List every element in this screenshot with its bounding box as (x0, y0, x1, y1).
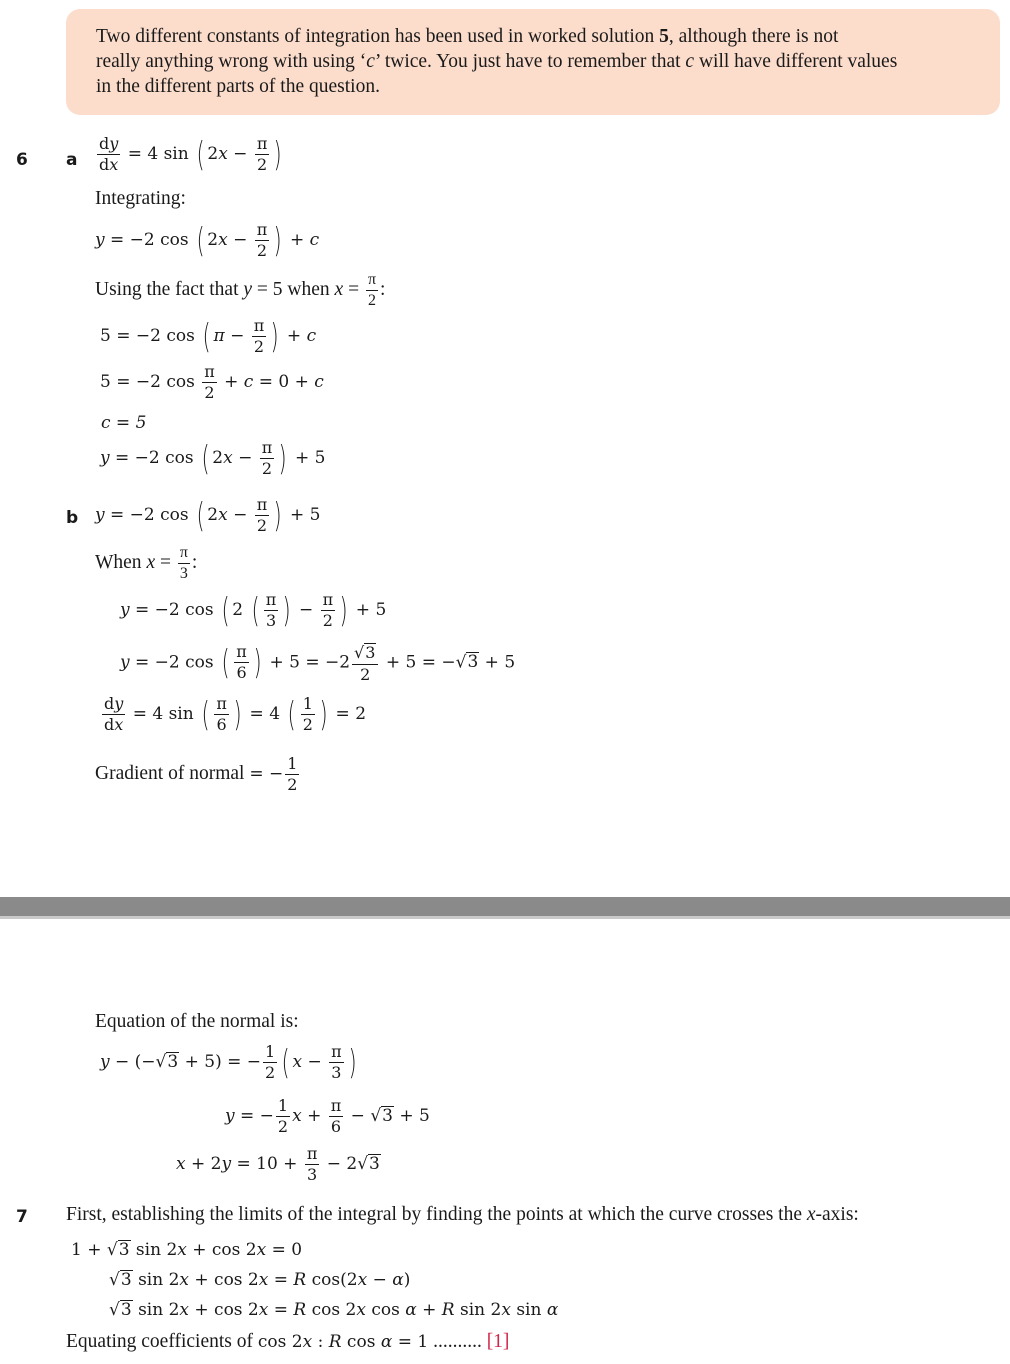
gradient-normal-text: Gradient of normal = − $\frac{1}{2}$ (95, 754, 298, 794)
page-divider (0, 897, 1010, 919)
when-x-text: When x = $\frac{\pi}{3}$ : (95, 544, 198, 582)
integrating-label: Integrating: (95, 188, 186, 209)
equation-normal-3: x + 2y = 10 + $\frac{\pi}{3}$ − 2√3 (176, 1144, 380, 1184)
equation-sub-2: 5 = −2 cos $\frac{\pi}{2}$ + c = 0 + c (100, 362, 324, 402)
equation-dydx-a: $\frac{dy}{dx}$ = 4 sin ( 2x − $\frac{\pi}{2}$ ) (99, 134, 282, 175)
equation-y-b: y = −2 cos ( 2x − $\frac{\pi}{2}$ ) + 5 (95, 495, 321, 536)
q7-eq-1: 1 + √3 sin 2x + cos 2x = 0 (71, 1240, 303, 1260)
part-label-a: a (66, 150, 78, 170)
part-label-b: b (66, 508, 79, 528)
q7-eq-2: √3 sin 2x + cos 2x = R cos(2x − α) (109, 1270, 411, 1290)
question-number-7: 7 (16, 1207, 28, 1227)
equation-c-value: c = 5 (101, 413, 147, 433)
equation-y-value: y = −2 cos ( $\frac{\pi}{6}$ ) + 5 = −2 $\frac{√3}{2}$ + 5 = −√3 + 5 (120, 642, 516, 684)
q7-eq-3: √3 sin 2x + cos 2x = R cos 2x cos α + R sin 2x sin α (109, 1300, 559, 1320)
equation-normal-2: y = − $\frac{1}{2}$ x + $\frac{\pi}{6}$ − √3 + 5 (225, 1096, 430, 1136)
equation-sub-1: 5 = −2 cos ( π − $\frac{\pi}{2}$ ) + c (100, 316, 317, 357)
equation-normal-label: Equation of the normal is: (95, 1011, 299, 1032)
gradient-normal-label: Gradient of normal (95, 762, 245, 784)
equation-normal-1: y − (−√3 + 5) = − $\frac{1}{2}$ ( x − $\frac{\pi}{3}$ ) (100, 1042, 357, 1083)
mark-badge: [1] (486, 1331, 510, 1352)
q7-equating: Equating coefficients of cos 2x : R cos α = 1 .......... [1] (66, 1331, 510, 1352)
equation-y-at-pi3: y = −2 cos ( 2 ( $\frac{\pi}{3}$ ) − $\frac{\pi}{2}$ ) + 5 (120, 590, 387, 631)
note-line-3: in the different parts of the question. (96, 76, 380, 97)
using-fact-text: Using the fact that y = 5 when x = $\frac{\pi}{2}$ : (95, 271, 386, 309)
note-line-2: really anything wrong with using ‘c’ twice. You just have to remember that c will have different values (96, 51, 898, 72)
equation-dydx-b: $\frac{dy}{dx}$ = 4 sin ( $\frac{\pi}{6}$ ) = 4 ( $\frac{1}{2}$ ) = 2 (104, 694, 367, 735)
note-line-1: Two different constants of integration has been used in worked solution 5, although there is not (96, 26, 839, 47)
equation-y-integrated: y = −2 cos ( 2x − $\frac{\pi}{2}$ ) + c (95, 220, 320, 261)
equation-y-final-a: y = −2 cos ( 2x − $\frac{\pi}{2}$ ) + 5 (100, 438, 326, 479)
question-number-6: 6 (16, 150, 28, 170)
q7-intro: First, establishing the limits of the integral by finding the points at which the curve crosses the x-axis: (66, 1204, 859, 1225)
